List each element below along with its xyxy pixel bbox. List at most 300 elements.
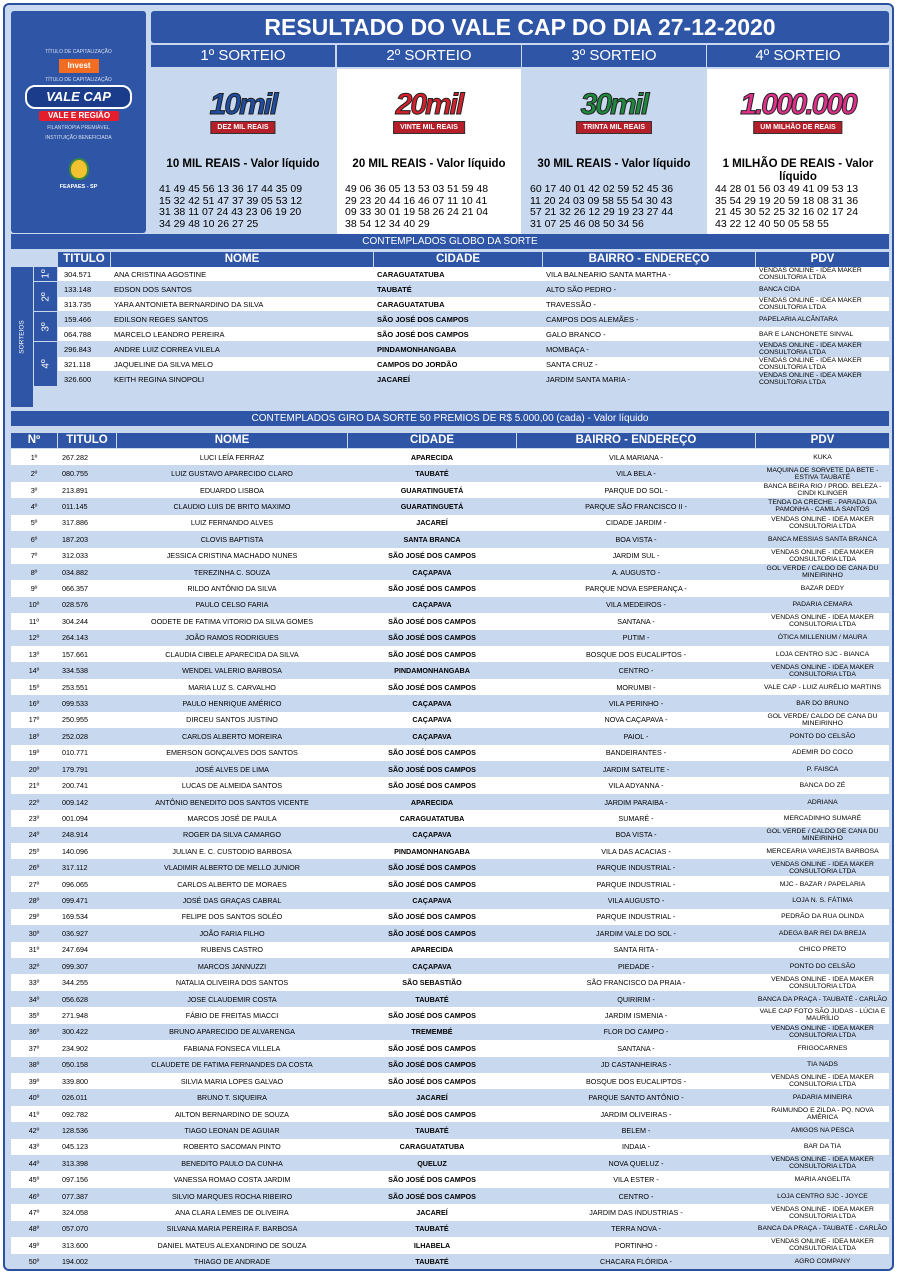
sorteios-label: [11, 267, 33, 407]
table-cell: DANIEL MATEUS ALEXANDRINO DE SOUZA: [157, 1240, 307, 1250]
column-header: TITULO: [58, 433, 116, 448]
table-cell: 28º: [28, 896, 40, 906]
table-row: [11, 843, 889, 859]
table-cell: PARQUE INDUSTRIAL -: [596, 912, 676, 922]
globo-section-title: CONTEMPLADOS GLOBO DA SORTE: [11, 234, 889, 249]
table-cell: 18º: [28, 731, 40, 741]
table-cell: 3º: [30, 485, 38, 495]
table-cell: 128.536: [62, 1125, 88, 1135]
table-cell: SÃO JOSÉ DOS CAMPOS: [388, 764, 476, 774]
table-cell: 317.886: [62, 518, 88, 528]
table-cell: VILA MEDEIROS -: [606, 600, 666, 610]
table-cell: PARQUE NOVA ESPERANÇA -: [585, 584, 687, 594]
draw-number-text: 3º: [40, 321, 51, 332]
table-cell: 313.600: [62, 1240, 88, 1250]
table-cell: GOL VERDE / CALDO DE CANA DU MINEIRINHO: [766, 565, 879, 580]
table-cell: 099.307: [62, 961, 88, 971]
table-cell: 45º: [28, 1175, 40, 1185]
table-cell: VENDAS ONLINE - IDEA MAKER CONSULTORIA LTDA: [771, 1156, 874, 1171]
table-cell: CAMPOS DOS ALEMÃES -: [546, 314, 639, 324]
table-cell: SANTA CRUZ -: [546, 359, 598, 369]
table-cell: RAIMUNDO E ZILDA - PQ. NOVA AMÉRICA: [771, 1107, 874, 1121]
draw-number-label: [34, 312, 57, 341]
draw-number-text: 1º: [40, 269, 51, 279]
table-cell: PUTIM -: [622, 633, 650, 643]
beneficiary-caption: INSTITUIÇÃO BENEFICIADA: [45, 135, 112, 141]
table-row: [11, 1237, 889, 1253]
table-row: [11, 745, 889, 761]
table-cell: PAPELARIA ALCÂNTARA: [759, 315, 838, 323]
table-cell: P. FAISCA: [806, 765, 839, 773]
page-title: RESULTADO DO VALE CAP DO DIA 27-12-2020: [151, 11, 889, 43]
table-row: [11, 991, 889, 1007]
table-cell: PADARIA MINEIRA: [792, 1094, 853, 1102]
table-cell: SANTA BRANCA: [403, 534, 461, 544]
table-cell: EDSON DOS SANTOS: [114, 284, 192, 294]
table-cell: SÃO JOSÉ DOS CAMPOS: [388, 912, 476, 922]
table-cell: ANA CLARA LEMES DE OLIVEIRA: [175, 1208, 289, 1218]
table-cell: BAR DA TIA: [803, 1143, 842, 1151]
table-cell: GUARATINGUETÁ: [400, 501, 464, 511]
table-cell: PADARIA CEMARA: [792, 601, 853, 609]
table-row: [11, 646, 889, 662]
table-cell: TIAGO LEONAN DE AGUIAR: [184, 1125, 280, 1135]
table-cell: 15º: [28, 682, 40, 692]
table-cell: 296.843: [64, 344, 92, 354]
table-cell: 42º: [28, 1125, 40, 1135]
table-cell: SÃO JOSÉ DOS CAMPOS: [377, 314, 469, 324]
prize-badge-ribbon: DEZ MIL REAIS: [210, 121, 275, 134]
table-row: [11, 1122, 889, 1138]
table-cell: JULIAN E. C. CUSTODIO BARBOSA: [172, 846, 292, 856]
table-cell: SÃO JOSÉ DOS CAMPOS: [388, 863, 476, 873]
table-cell: VILA ADYANNA -: [608, 781, 664, 791]
table-cell: SÃO SEBASTIÃO: [402, 978, 462, 988]
draw-header: 3º SORTEIO: [522, 45, 706, 67]
table-cell: BANDEIRANTES -: [605, 748, 667, 758]
prize-badge-amount: 30mil: [580, 88, 648, 121]
table-row: [11, 1204, 889, 1220]
table-cell: WENDEL VALERIO BARBOSA: [182, 666, 282, 676]
table-cell: 47º: [28, 1208, 40, 1218]
table-cell: CIDADE JARDIM -: [605, 518, 667, 528]
table-cell: JARDIM ISMENIA -: [604, 1010, 668, 1020]
table-cell: 001.094: [62, 813, 88, 823]
table-cell: SILVANA MARIA PEREIRA F. BARBOSA: [166, 1224, 298, 1234]
table-cell: NATALIA OLIVEIRA DOS SANTOS: [175, 978, 289, 988]
table-cell: 187.203: [62, 534, 88, 544]
table-cell: 41º: [28, 1109, 40, 1119]
table-row: [11, 630, 889, 646]
column-header: TITULO: [58, 252, 110, 267]
column-header: NOME: [111, 252, 373, 267]
table-cell: 46º: [28, 1191, 40, 1201]
table-cell: LOJA CENTRO SJC - JOYCE: [777, 1192, 868, 1200]
table-row: [58, 327, 889, 341]
drawn-numbers: [530, 184, 700, 230]
column-header: NOME: [117, 433, 347, 448]
prize-label: 10 MIL REAIS - Valor líquido: [166, 158, 320, 170]
table-row: [11, 925, 889, 941]
table-row: [58, 342, 889, 356]
table-row: [11, 958, 889, 974]
table-cell: TAUBATÉ: [415, 1257, 449, 1267]
table-row: [11, 515, 889, 531]
table-cell: VENDAS ONLINE - IDEA MAKER CONSULTORIA LTDA: [771, 1238, 874, 1253]
table-cell: INDAIA -: [622, 1142, 650, 1152]
table-cell: PARQUE SANTO ANTÔNIO -: [588, 1093, 684, 1103]
table-cell: GALO BRANCO -: [546, 329, 606, 339]
table-cell: CAÇAPAVA: [412, 731, 452, 741]
table-cell: 096.065: [62, 879, 88, 889]
table-cell: 20º: [28, 764, 40, 774]
table-cell: 35º: [28, 1010, 40, 1020]
drawn-numbers-line: 41 49 45 56 13 36 17 44 35 09: [159, 183, 303, 195]
table-cell: TAUBATÉ: [415, 1224, 449, 1234]
table-cell: 317.112: [62, 863, 88, 873]
table-cell: 050.158: [62, 1060, 88, 1070]
table-cell: SÃO JOSÉ DOS CAMPOS: [388, 682, 476, 692]
table-cell: VENDAS ONLINE - IDEA MAKER CONSULTORIA LTDA: [771, 975, 874, 990]
table-cell: BANCA DO ZÉ: [799, 782, 846, 790]
sorteios-text: SORTEIOS: [18, 320, 26, 354]
table-cell: ADRIANA: [807, 798, 838, 806]
drawn-numbers-line: 31 07 25 46 08 50 34 56: [530, 217, 644, 230]
table-cell: SUMARÉ -: [618, 813, 654, 823]
table-cell: PINDAMONHANGABA: [394, 846, 470, 856]
prize-badge-ribbon: VINTE MIL REAIS: [393, 121, 465, 134]
table-cell: ADEMIR DO COCO: [792, 749, 853, 757]
drawn-numbers-line: 15 32 42 51 47 37 39 05 53 12: [159, 194, 303, 207]
result-sheet: [3, 3, 894, 1271]
table-cell: JD CASTANHEIRAS -: [600, 1060, 672, 1070]
table-row: [11, 1007, 889, 1023]
table-cell: SÃO JOSÉ DOS CAMPOS: [388, 616, 476, 626]
table-cell: VENDAS ONLINE - IDEA MAKER CONSULTORIA LTDA: [759, 357, 862, 371]
table-cell: FABIANA FONSECA VILLELA: [183, 1043, 281, 1053]
table-cell: SILVIA MARIA LOPES GALVAO: [180, 1076, 284, 1086]
table-cell: SÃO JOSÉ DOS CAMPOS: [388, 1109, 476, 1119]
table-cell: VENDAS ONLINE - IDEA MAKER CONSULTORIA LTDA: [771, 663, 874, 678]
table-cell: SÃO JOSÉ DOS CAMPOS: [388, 633, 476, 643]
table-cell: 034.882: [62, 567, 88, 577]
table-cell: 49º: [28, 1240, 40, 1250]
table-cell: VILA PERINHO -: [608, 699, 664, 708]
table-cell: JARDIM OLIVEIRAS -: [600, 1109, 672, 1119]
table-cell: SÃO JOSÉ DOS CAMPOS: [388, 781, 476, 791]
draw-number-label: [34, 267, 57, 281]
table-row: [11, 580, 889, 596]
table-cell: PINDAMONHANGABA: [377, 344, 457, 354]
table-cell: MARIA LUZ S. CARVALHO: [188, 682, 276, 692]
table-cell: VENDAS ONLINE - IDEA MAKER CONSULTORIA LTDA: [771, 614, 874, 629]
table-cell: YARA ANTONIETA BERNARDINO DA SILVA: [114, 299, 264, 309]
drawn-numbers-line: 34 29 48 10 26 27 25: [159, 217, 259, 230]
table-cell: 38º: [28, 1060, 40, 1070]
table-cell: CARLOS ALBERTO DE MORAES: [177, 879, 287, 889]
table-cell: 169.534: [62, 912, 88, 922]
table-cell: 43º: [28, 1142, 40, 1152]
table-cell: VENDAS ONLINE - IDEA MAKER CONSULTORIA LTDA: [759, 297, 862, 311]
table-cell: PINDAMONHANGABA: [394, 666, 470, 676]
drawn-numbers: [345, 184, 515, 230]
table-cell: CENTRO -: [618, 1191, 654, 1201]
table-row: [11, 1221, 889, 1237]
table-cell: RILDO ANTÔNIO DA SILVA: [187, 584, 277, 594]
table-cell: JOSE CLAUDEMIR COSTA: [187, 994, 277, 1004]
vale-regiao-wordmark: VALE E REGIÃO: [39, 111, 119, 121]
table-cell: SÃO JOSÉ DOS CAMPOS: [388, 1010, 476, 1020]
prize-badge-amount: 10mil: [209, 88, 277, 121]
table-cell: ILHABELA: [413, 1240, 451, 1250]
table-cell: SÃO JOSÉ DOS CAMPOS: [388, 928, 476, 938]
table-cell: JARDIM DAS INDUSTRIAS -: [589, 1208, 683, 1218]
table-cell: CLOVIS BAPTISTA: [200, 534, 264, 544]
table-cell: CARAGUATATUBA: [377, 299, 445, 309]
table-cell: PARQUE SÃO FRANCISCO II -: [585, 501, 687, 511]
table-cell: AGRO COMPANY: [794, 1258, 851, 1266]
table-cell: 092.782: [62, 1109, 88, 1119]
table-cell: A. AUGUSTO -: [611, 567, 661, 577]
table-cell: 057.070: [62, 1224, 88, 1234]
draw-number-label: [34, 342, 57, 386]
table-cell: FRIGOCARNES: [797, 1044, 848, 1052]
column-header: BAIRRO - ENDEREÇO: [543, 252, 755, 267]
table-cell: BAR E LANCHONETE SINVAL: [759, 330, 854, 338]
table-row: [11, 810, 889, 826]
table-cell: MERCADINHO SUMARÉ: [783, 814, 862, 822]
table-cell: 252.028: [62, 731, 88, 741]
table-cell: SÃO JOSÉ DOS CAMPOS: [388, 551, 476, 561]
table-row: [11, 909, 889, 925]
table-row: [11, 548, 889, 564]
table-row: [58, 297, 889, 311]
table-cell: 080.755: [62, 469, 88, 479]
table-cell: 344.255: [62, 978, 88, 988]
giro-section-title: CONTEMPLADOS GIRO DA SORTE 50 PREMIOS DE R$ 5.000,00 (cada) - Valor líquido: [11, 411, 889, 426]
table-cell: 29º: [28, 912, 40, 922]
table-cell: OODETE DE FATIMA VITORIO DA SILVA GOMES: [150, 616, 313, 626]
table-cell: LUCI LEÍA FERRAZ: [199, 452, 265, 462]
table-cell: SÃO JOSÉ DOS CAMPOS: [388, 1175, 476, 1185]
table-cell: 234.902: [62, 1043, 88, 1053]
table-row: [11, 1057, 889, 1073]
table-cell: JOÃO FARIA FILHO: [199, 928, 265, 938]
table-cell: CARAGUATATUBA: [399, 813, 465, 823]
table-cell: CLAUDIA CIBELE APARECIDA DA SILVA: [165, 649, 299, 659]
table-cell: RUBENS CASTRO: [201, 945, 263, 955]
table-cell: MARCOS JANNUZZI: [197, 961, 267, 971]
table-cell: 248.914: [62, 830, 88, 840]
table-cell: JARDIM VALE DO SOL -: [596, 928, 676, 938]
table-cell: APARECIDA: [410, 945, 454, 955]
drawn-numbers-line: 11 20 24 03 09 58 55 54 30 43: [530, 194, 673, 207]
table-row: [11, 827, 889, 843]
logo-caption-2: TÍTULO DE CAPITALIZAÇÃO: [45, 77, 112, 83]
table-cell: PARQUE INDUSTRIAL -: [596, 879, 676, 889]
table-cell: PARQUE DO SOL -: [604, 485, 668, 495]
table-cell: AILTON BERNARDINO DE SOUZA: [175, 1109, 289, 1119]
column-header: PDV: [756, 433, 889, 448]
table-cell: VENDAS ONLINE - IDEA MAKER CONSULTORIA LTDA: [771, 1205, 874, 1220]
table-row: [11, 942, 889, 958]
table-cell: BANCA BEIRA RIO / PROD. BELEZA - CINDI KLINGER: [763, 483, 882, 498]
table-cell: 140.096: [62, 846, 88, 856]
table-cell: APARECIDA: [410, 797, 454, 807]
table-cell: SÃO JOSÉ DOS CAMPOS: [377, 329, 469, 339]
table-cell: CARLOS ALBERTO MOREIRA: [182, 731, 282, 741]
table-cell: 009.142: [62, 797, 88, 807]
table-row: [11, 1040, 889, 1056]
table-cell: 312.033: [62, 551, 88, 561]
prize-badge: [522, 83, 706, 143]
table-row: [58, 282, 889, 296]
draw-column: [707, 69, 889, 234]
table-cell: DIRCEU SANTOS JUSTINO: [186, 715, 278, 725]
prize-badge-ribbon: UM MILHÃO DE REAIS: [753, 121, 842, 134]
table-cell: VENDAS ONLINE - IDEA MAKER CONSULTORIA LTDA: [771, 548, 874, 563]
table-cell: 194.002: [62, 1257, 88, 1267]
table-cell: SÃO JOSÉ DOS CAMPOS: [388, 879, 476, 889]
draw-number-label: [34, 282, 57, 311]
table-cell: PIEDADE -: [618, 961, 654, 971]
table-cell: 011.145: [62, 501, 88, 511]
table-cell: CAÇAPAVA: [412, 600, 452, 610]
table-cell: BRUNO APARECIDO DE ALVARENGA: [169, 1027, 295, 1037]
table-cell: 24º: [28, 830, 40, 840]
table-row: [11, 892, 889, 908]
table-cell: BAZAR DEDY: [800, 585, 845, 593]
table-cell: 313.398: [62, 1158, 88, 1168]
table-row: [11, 1155, 889, 1171]
table-cell: 34º: [28, 994, 40, 1004]
table-cell: 7º: [30, 551, 38, 561]
prize-label: 20 MIL REAIS - Valor líquido: [352, 158, 506, 170]
prize-badge: [707, 83, 889, 143]
table-cell: BANCA CIDA: [759, 285, 801, 293]
table-cell: FELIPE DOS SANTOS SOLÉO: [181, 912, 283, 922]
table-cell: SÃO JOSÉ DOS CAMPOS: [388, 1191, 476, 1201]
table-cell: 339.800: [62, 1076, 88, 1086]
table-cell: JOÃO RAMOS RODRIGUES: [185, 633, 279, 643]
table-cell: TAUBATÉ: [415, 1125, 449, 1135]
draw-column: [151, 69, 335, 234]
table-cell: 25º: [28, 846, 40, 856]
table-cell: VANESSA ROMAO COSTA JARDIM: [173, 1175, 291, 1185]
table-cell: JOSÉ DAS GRAÇAS CABRAL: [182, 896, 282, 906]
table-cell: 39º: [28, 1076, 40, 1086]
table-cell: ANA CRISTINA AGOSTINE: [114, 269, 207, 279]
table-cell: 33º: [28, 978, 40, 988]
table-cell: VILA BELA -: [616, 469, 656, 479]
table-cell: 5º: [30, 518, 38, 528]
table-cell: 099.533: [62, 699, 88, 708]
table-cell: PARQUE INDUSTRIAL -: [596, 863, 676, 873]
table-cell: VILA DAS ACACIAS -: [601, 846, 671, 856]
draw-column: [337, 69, 521, 234]
drawn-numbers-line: 09 33 30 01 19 58 26 24 21 04: [345, 206, 489, 219]
prize-badge-amount: 1.000.000: [740, 88, 856, 121]
drawn-numbers-line: 60 17 40 01 42 02 59 52 45 36: [530, 183, 674, 195]
drawn-numbers-line: 35 54 29 19 20 59 18 08 31 36: [715, 194, 859, 207]
globo-header-row: [58, 252, 889, 267]
table-cell: SÃO FRANCISCO DA PRAIA -: [586, 978, 686, 988]
table-cell: 50º: [28, 1257, 40, 1267]
table-cell: 313.735: [64, 299, 92, 309]
table-cell: SÃO JOSÉ DOS CAMPOS: [388, 1060, 476, 1070]
table-cell: CLAUDETE DE FATIMA FERNANDES DA COSTA: [151, 1060, 313, 1070]
table-row: [11, 613, 889, 629]
table-cell: PAULO CELSO FARIA: [195, 600, 269, 610]
table-row: [11, 597, 889, 613]
table-cell: 304.244: [62, 616, 88, 626]
table-row: [11, 728, 889, 744]
table-cell: 304.571: [64, 269, 92, 279]
drawn-numbers: [159, 184, 329, 230]
vale-cap-wordmark: VALE CAP: [25, 85, 132, 109]
table-cell: MAQUINA DE SORVETE DA BETE - ESTIVA TAUBATÉ: [766, 466, 879, 481]
table-cell: 40º: [28, 1093, 40, 1103]
table-cell: 099.471: [62, 896, 88, 906]
table-cell: BANCA DA PRAÇA - TAUBATÉ - CARLÃO: [757, 1225, 888, 1233]
table-row: [11, 1073, 889, 1089]
table-row: [11, 974, 889, 990]
table-cell: 066.357: [62, 584, 88, 594]
table-cell: 179.791: [62, 764, 88, 774]
table-cell: 2º: [30, 469, 38, 479]
table-cell: LUIZ GUSTAVO APARECIDO CLARO: [171, 469, 293, 479]
table-cell: CAÇAPAVA: [412, 715, 452, 725]
table-row: [11, 1024, 889, 1040]
table-cell: PONTO DO CELSÃO: [789, 962, 856, 970]
table-cell: VLADIMIR ALBERTO DE MELLO JUNIOR: [164, 863, 300, 873]
table-row: [11, 876, 889, 892]
table-cell: PORTINHO -: [614, 1240, 658, 1250]
table-row: [11, 695, 889, 711]
table-cell: TRAVESSÃO -: [546, 299, 596, 309]
drawn-numbers-line: 44 28 01 56 03 49 41 09 53 13: [715, 183, 859, 195]
table-row: [11, 449, 889, 465]
column-header: Nº: [11, 433, 57, 448]
table-cell: PEDRÃO DA RUA OLINDA: [781, 913, 864, 921]
table-cell: ANDRE LUIZ CORREA VILELA: [114, 344, 220, 354]
table-cell: JACAREÍ: [416, 1093, 448, 1103]
table-row: [11, 777, 889, 793]
table-cell: EDILSON REGES SANTOS: [114, 314, 209, 324]
table-cell: JAQUELINE DA SILVA MELO: [114, 359, 213, 369]
drawn-numbers-line: 31 38 11 07 24 43 23 06 19 20: [159, 206, 302, 219]
table-cell: VENDAS ONLINE - IDEA MAKER CONSULTORIA LTDA: [771, 515, 874, 530]
table-cell: TEREZINHA C. SOUZA: [193, 567, 271, 577]
prize-badge-ribbon: TRINTA MIL REAIS: [576, 121, 652, 134]
giro-header-row: [11, 433, 889, 448]
table-cell: SÃO JOSÉ DOS CAMPOS: [388, 1043, 476, 1053]
table-cell: 159.466: [64, 314, 92, 324]
prize-badge-amount: 20mil: [395, 88, 463, 121]
table-cell: VILA AUGUSTO -: [607, 896, 665, 906]
table-cell: 30º: [28, 928, 40, 938]
table-cell: GUARATINGUETÁ: [400, 485, 464, 495]
table-cell: VALE CAP FOTO SÃO JUDAS - LÚCIA E MAURÍLIO: [759, 1008, 886, 1023]
table-cell: 253.551: [62, 682, 88, 692]
table-cell: CAMPOS DO JORDÃO: [377, 359, 458, 369]
table-cell: AMIGOS NA PESCA: [790, 1126, 855, 1134]
table-cell: ÓTICA MILLENIUM / MAURA: [777, 634, 868, 642]
table-row: [11, 498, 889, 514]
table-cell: VENDAS ONLINE - IDEA MAKER CONSULTORIA LTDA: [759, 372, 862, 386]
table-cell: 31º: [28, 945, 40, 955]
table-row: [11, 1106, 889, 1122]
